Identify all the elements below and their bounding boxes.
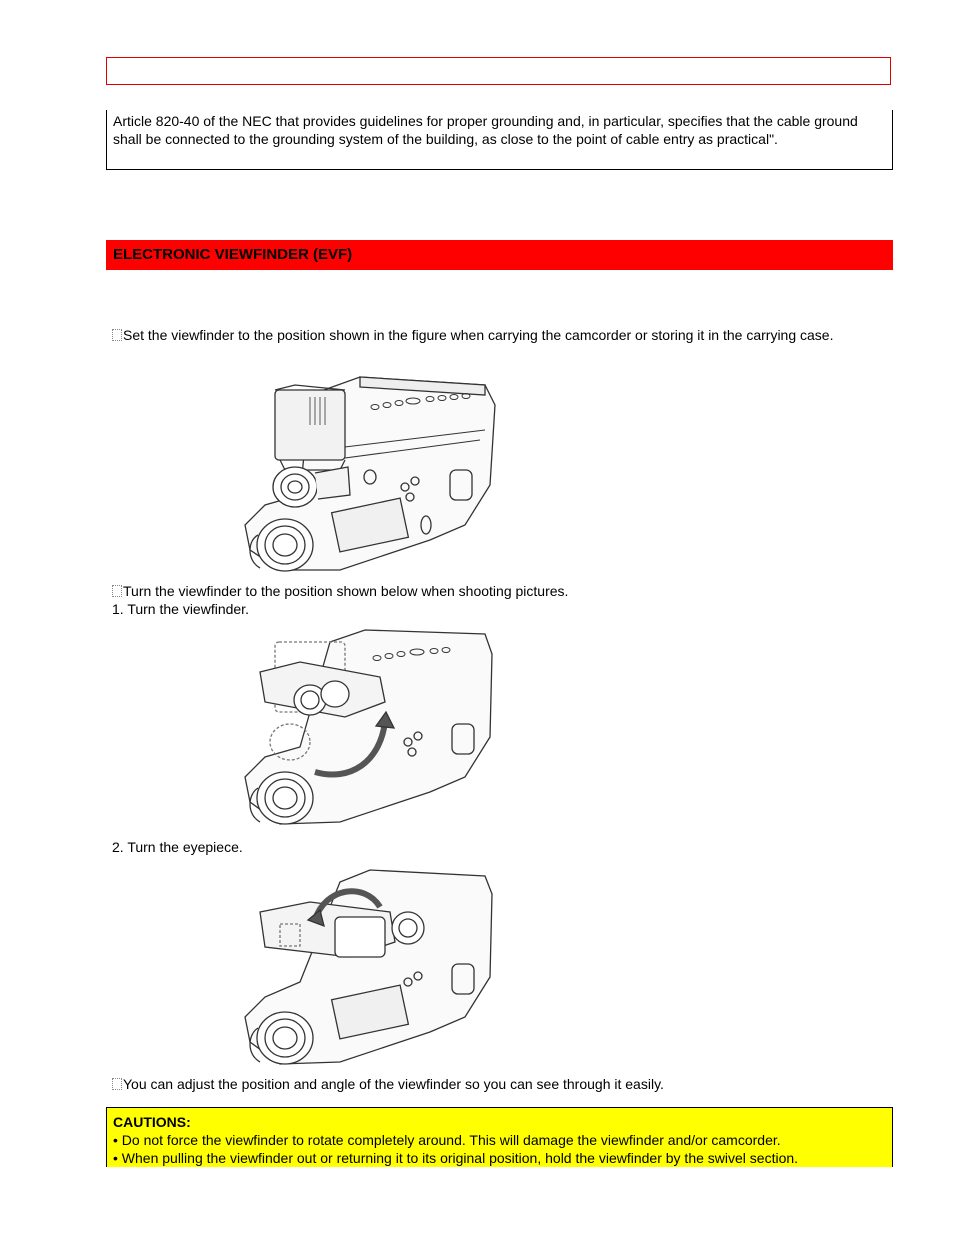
step-1-label: 1. Turn the viewfinder.	[112, 601, 249, 617]
caution-item: • When pulling the viewfinder out or returning it to its original position, hold the viewfinder by the swivel section.	[113, 1150, 799, 1166]
paragraph-shooting: Turn the viewfinder to the position shown below when shooting pictures.	[112, 582, 887, 600]
camcorder-figure-turn-viewfinder	[240, 622, 500, 832]
caution-item: • Do not force the viewfinder to rotate completely around. This will damage the viewfinder and/or camcorder.	[113, 1132, 781, 1148]
header-box	[106, 57, 891, 85]
nec-note-box	[106, 110, 893, 170]
bullet-placeholder-icon	[112, 585, 122, 597]
paragraph-adjust: You can adjust the position and angle of the viewfinder so you can see through it easily.	[112, 1075, 887, 1093]
bullet-placeholder-icon	[112, 1078, 122, 1090]
camcorder-figure-stowed	[240, 365, 500, 580]
cautions-box	[106, 1107, 893, 1167]
paragraph-carrying: Set the viewfinder to the position shown in the figure when carrying the camcorder or storing it in the carrying case.	[112, 326, 887, 344]
camcorder-figure-turn-eyepiece	[240, 862, 500, 1072]
bullet-placeholder-icon	[112, 329, 122, 341]
cautions-title: CAUTIONS:	[113, 1114, 191, 1130]
step-2-label: 2. Turn the eyepiece.	[112, 839, 243, 855]
section-title: ELECTRONIC VIEWFINDER (EVF)	[113, 246, 353, 263]
section-heading-evf	[106, 240, 893, 270]
nec-note-text: Article 820-40 of the NEC that provides guidelines for proper grounding and, in particular, specifies that the cable ground shall be connected to the grounding system of the building, as close to the point of cable entry as practical".	[113, 113, 858, 147]
